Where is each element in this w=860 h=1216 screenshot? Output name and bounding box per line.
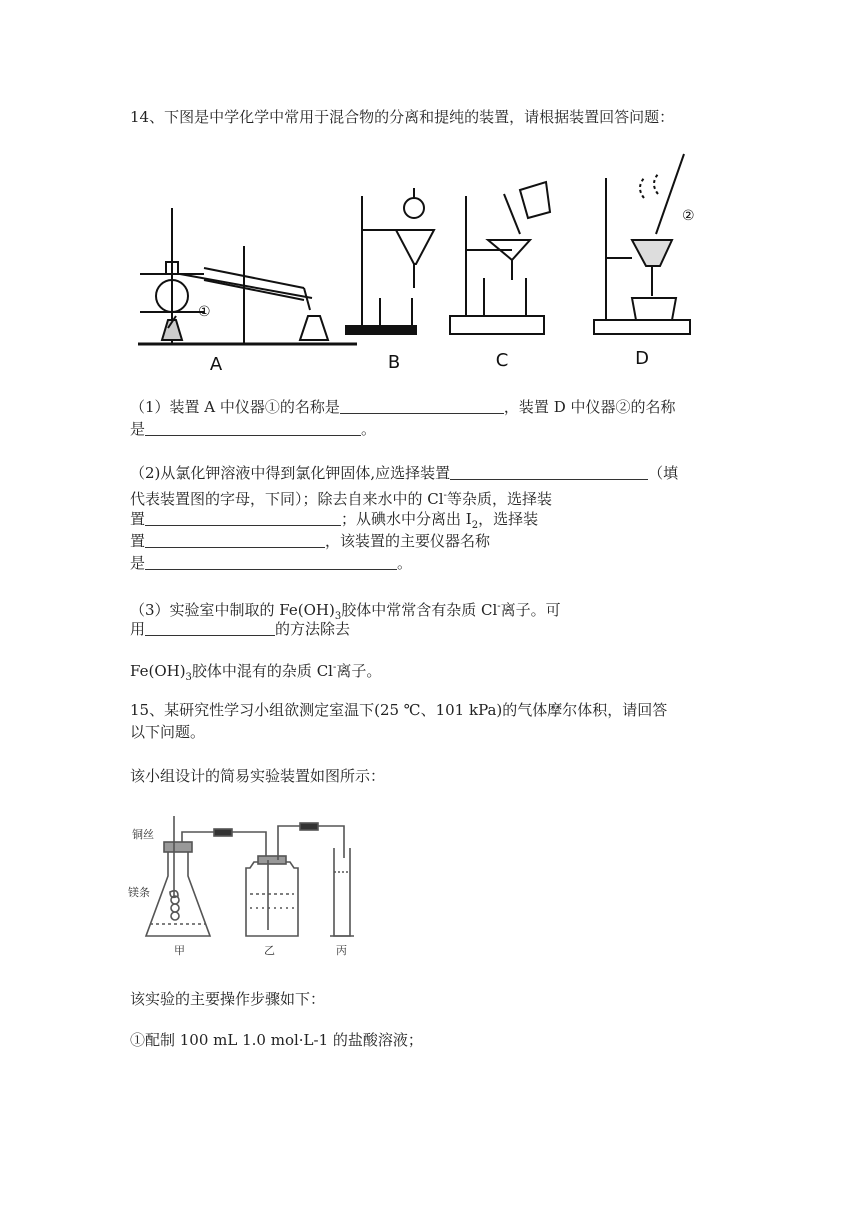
answer-blank-instrument-name[interactable]: [145, 553, 397, 570]
q14-p2-sub: 2: [471, 520, 479, 531]
q14-p3-text-c3: 离子。: [336, 662, 382, 680]
marker-1: ①: [198, 304, 211, 320]
label-mg-strip: 镁条: [128, 886, 150, 899]
separation-apparatus-figure: [132, 148, 702, 378]
answer-blank-tapwater[interactable]: [145, 509, 341, 526]
answer-blank-kcl[interactable]: [450, 463, 648, 480]
q14-part2-line2: [130, 486, 552, 509]
q14-p2-text-e2: ，该装置的主要仪器名称: [325, 532, 491, 550]
fig-label-a: A: [209, 354, 223, 375]
q14-p1-text-b: ，装置 D 中仪器②的名称: [503, 398, 676, 416]
label-copper-wire: 铜丝: [132, 828, 154, 841]
q14-part1-line1: [130, 397, 676, 417]
answer-blank-instrument-2[interactable]: [145, 419, 361, 436]
q14-p2-text-c2: 等杂质，选择装: [446, 490, 552, 508]
label-bing: 丙: [336, 944, 347, 957]
q15-setup-text: 该小组设计的简易实验装置如图所示：: [130, 767, 386, 785]
q14-part2-line1: [130, 463, 678, 483]
q14-p2-text-a: （2)从氯化钾溶液中得到氯化钾固体,应选择装置: [130, 464, 451, 482]
q14-p3-text-b1: 用: [130, 620, 146, 638]
q14-p3-text-a3: 离子。可: [500, 601, 561, 619]
q14-p2-sup: -: [443, 490, 447, 501]
q14-p3-text-a1: （3）实验室中制取的 Fe(OH): [130, 601, 335, 619]
q14-p3-text-c1: Fe(OH): [130, 662, 186, 680]
q14-p2-text-f1: 是: [130, 554, 146, 572]
q14-stem: 14、下图是中学化学中常用于混合物的分离和提纯的装置，请根据装置回答问题：: [130, 108, 675, 126]
q15-stem-line2: 以下问题。: [130, 723, 206, 741]
q14-p2-text-c1: 代表装置图的字母，下同）；除去自来水中的 Cl: [130, 490, 444, 508]
fig-label-c: C: [495, 350, 509, 371]
q14-p3-sup-c: -: [332, 662, 337, 673]
q14-p3-text-c2: 胶体中混有的杂质 Cl: [191, 662, 333, 680]
q14-part2-line5: [130, 553, 412, 573]
q14-p2-text-d3: ，选择装: [478, 510, 539, 528]
q14-p2-text-e1: 置: [130, 532, 146, 550]
q14-part3-line2: [130, 619, 350, 639]
answer-blank-method[interactable]: [145, 619, 275, 636]
q14-part2-line4: [130, 531, 490, 551]
label-jia: 甲: [174, 944, 185, 957]
q14-p2-text-b: （填: [648, 464, 679, 482]
marker-2: ②: [682, 208, 695, 224]
q14-p3-sup-a: -: [497, 601, 501, 612]
q14-p3-text-b2: 的方法除去: [275, 620, 351, 638]
q14-p2-text-d2: ；从碘水中分离出 I: [341, 510, 472, 528]
q14-p2-text-d1: 置: [130, 510, 146, 528]
q14-part3-line3: [130, 658, 381, 688]
q14-part1-line2: [130, 419, 376, 439]
q15-step-1: ①配制 100 mL 1.0 mol·L-1 的盐酸溶液；: [130, 1031, 423, 1049]
q14-p1-text-d: 。: [361, 420, 377, 438]
q15-stem-line1: 15、某研究性学习小组欲测定室温下(25 ℃、101 kPa)的气体摩尔体积，请回答: [130, 701, 668, 719]
q15-steps-intro: 该实验的主要操作步骤如下：: [130, 990, 326, 1008]
answer-blank-instrument-1[interactable]: [340, 397, 504, 414]
q14-p1-text-a: （1）装置 A 中仪器①的名称是: [130, 398, 340, 416]
fig-label-b: B: [387, 352, 401, 373]
q14-p3-sub-a: 3: [334, 611, 342, 622]
q14-p1-text-c: 是: [130, 420, 146, 438]
answer-blank-iodine[interactable]: [145, 531, 325, 548]
label-yi: 乙: [264, 944, 275, 957]
q14-p2-text-f2: 。: [397, 554, 413, 572]
q14-p3-sub-c: 3: [185, 672, 192, 683]
fig-label-d: D: [635, 348, 649, 369]
gas-volume-apparatus-figure: [128, 812, 358, 962]
q14-p3-text-a2: 胶体中常常含有杂质 Cl: [341, 601, 498, 619]
